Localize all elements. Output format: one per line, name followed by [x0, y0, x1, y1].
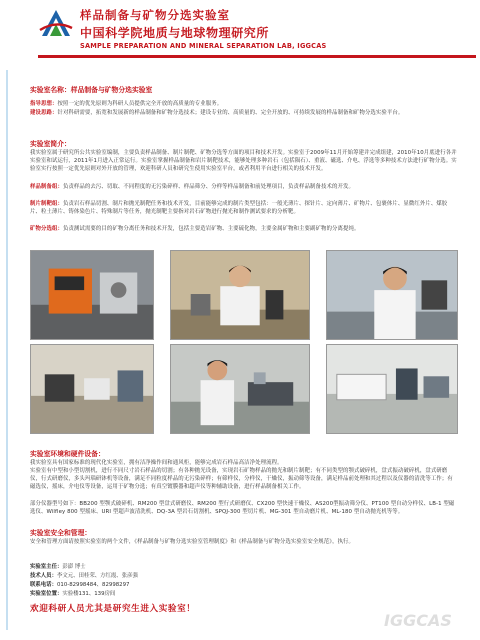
- guiding-principle: [30, 100, 458, 108]
- photo-lab-bench: [30, 344, 154, 434]
- lab-name-line: [30, 84, 152, 94]
- thin-section-group: [30, 200, 458, 216]
- construction-goal: [30, 109, 458, 117]
- mineral-sep-text: 负责测试需要的目的矿物分离任务和技术开发，包括主要造岩矿物、主要硫化物，主要金属矿物和主要副矿物的分离提纯。: [62, 226, 360, 232]
- contact-director: [30, 562, 86, 570]
- overview-text: [30, 149, 458, 174]
- header-divider: [38, 55, 476, 58]
- overview-heading: 实验室简介：: [30, 140, 71, 148]
- side-decoration: [6, 70, 8, 630]
- phone-value: 010-82998484、82998297: [56, 582, 130, 588]
- header: [0, 0, 480, 66]
- location-label: 实验室位置：: [30, 591, 63, 597]
- lab-logo-icon: [38, 6, 74, 42]
- watermark-logo: [384, 610, 470, 630]
- sample-prep-text: 负责样品的去污、切取、不同程度的无污染碎样、样品筛分、分样等样品制备和前处理项目，负责样品制备技术的开发。: [62, 184, 354, 190]
- construction-goal-label: 建设思路：: [30, 110, 58, 116]
- director-value: 彭澎 博士: [62, 564, 86, 570]
- phone-label: 联系电话：: [30, 582, 57, 588]
- contact-phone: [30, 580, 129, 588]
- environment-p1: 我实验室具有国家标准的现代化实验室，拥有洁净操作间和通风柜，能够完成岩石样品高洁净处理流程。: [30, 460, 283, 466]
- contact-location: [30, 589, 115, 597]
- contact-staff: [30, 571, 138, 579]
- overview-p1: 我实验室属于研究所公共实验室编制，主要负责样品制备、制片制靶、矿物分选等方面的项目和技术开发。实验室于2009年11月开始筹建并完成组建，2010年10月底进行各并实验室和试运行，2011年1月进入正常运行。实验室掌握样品制备和岩片制靶技术，能够处理多种岩石（包括陨石）、重液、磁选、介电、浮选等多种技术方法进行矿物分选。实验室实行按照一定优先原则对外开放的管理，欢迎科研人员和研究生使用实验室平台，或者利用平台进行相关的技术开发。: [30, 150, 457, 173]
- photo-staff-man: [326, 250, 458, 340]
- director-label: 实验室主任：: [30, 564, 63, 570]
- sample-prep-group: [30, 183, 458, 191]
- location-value: 实验楼131、139房间: [62, 591, 116, 597]
- safety-text: 安全和管理方面请按照实验室的两个文件，《样品制备与矿物分选实验室管理制度》和《样品制备与矿物分选实验室安全规范》，执行。: [30, 539, 355, 545]
- photo-lab-room: [326, 344, 458, 434]
- lab-name-value: 样品制备与矿物分选实验室: [70, 86, 153, 94]
- staff-value: 李文元、田桂荣、方红霞、张彦强: [56, 573, 138, 579]
- lab-name-label: 实验室名称：: [30, 86, 71, 94]
- lab-title-cn: 样品制备与矿物分选实验室: [80, 8, 230, 22]
- mineral-sep-label: 矿物分选组：: [30, 226, 63, 232]
- photo-lab-equipment: [30, 250, 154, 340]
- safety-heading: 实验室安全和管理：: [30, 529, 92, 537]
- construction-goal-text: 针对科研需要，拓宽和发展新的样品制备和矿物分选技术；建设专业的、高质量的、完全开放的、可持续发展的样品制备和矿物分选实验平台。: [57, 110, 404, 116]
- staff-label: 技术人员：: [30, 573, 57, 579]
- photo-staff-microscope: [170, 250, 310, 340]
- institute-title-cn: 中国科学院地质与地球物理研究所: [80, 26, 270, 40]
- lab-title-en: SAMPLE PREPARATION AND MINERAL SEPARATION LAB, IGGCAS: [80, 42, 327, 50]
- sample-prep-label: 样品制备组：: [30, 184, 63, 190]
- guiding-principle-text: 按照一定的优先原则为科研人员提供完全开放的高质量的专业服务。: [57, 101, 223, 107]
- watermark-text: IGGCAS: [384, 611, 452, 630]
- mineral-sep-group: [30, 225, 458, 233]
- thin-section-text: 负责岩石样品切割、制片和抛光制靶任务和技术开发，目前能够完成的制片类型包括：一般光薄片、探针片、定向薄片、矿物片、包裹体片、显微红外片、煤胶片、粒土薄片、铸体染色片、特殊制片等任务，抛光制靶主要指对岩石矿物进行抛光和制作测试要求的分析靶。: [30, 201, 448, 216]
- guiding-principle-label: 指导思想：: [30, 101, 58, 107]
- environment-heading: 实验室环境和硬件设备：: [30, 450, 105, 458]
- photo-man-at-bench: [170, 344, 310, 434]
- environment-p2: 实验室有中型和小型切割机，进行不同尺寸岩石样品的切割；有各种抛光设备，实现岩石矿物样品的抛光和制片制靶；有不同类型的颚式破碎机，盘式振动破碎机，盘式研磨仪，行式研磨仪，多头玛瑙研钵机等设备，满足不同粒度样品的无污染碎样；有筛样仪，分样仪，干燥仪，振动筛等设备，满足样品前处理和其过程以及仪器的清洗等工作；有磁选仪，摇床，介电仪等设备，运用于矿物分选；有真空镀膜器和超声仪等种辅助设备，进行样品制备相关工作。: [30, 468, 453, 491]
- environment-p3: 部分仪器型号如下：BB200 型颚式破碎机、RM200 型盘式研磨仪、RM200 型行式研磨仪、CX200 型快速干燥仪、AS200型振动筛分仪、PT100 型自动分样仪、LB-1 型磁选仪、Wilfley 800 型摇床、URI 型超声波清洗机、DQ-3A 型岩石切割机、SPQJ-300 型切片机、MG-301 型自动磨片机、ML-180 型自动抛光机等等。: [30, 501, 455, 516]
- thin-section-label: 制片制靶组：: [30, 201, 63, 207]
- welcome-message: 欢迎科研人员尤其是研究生进入实验室！: [30, 604, 196, 614]
